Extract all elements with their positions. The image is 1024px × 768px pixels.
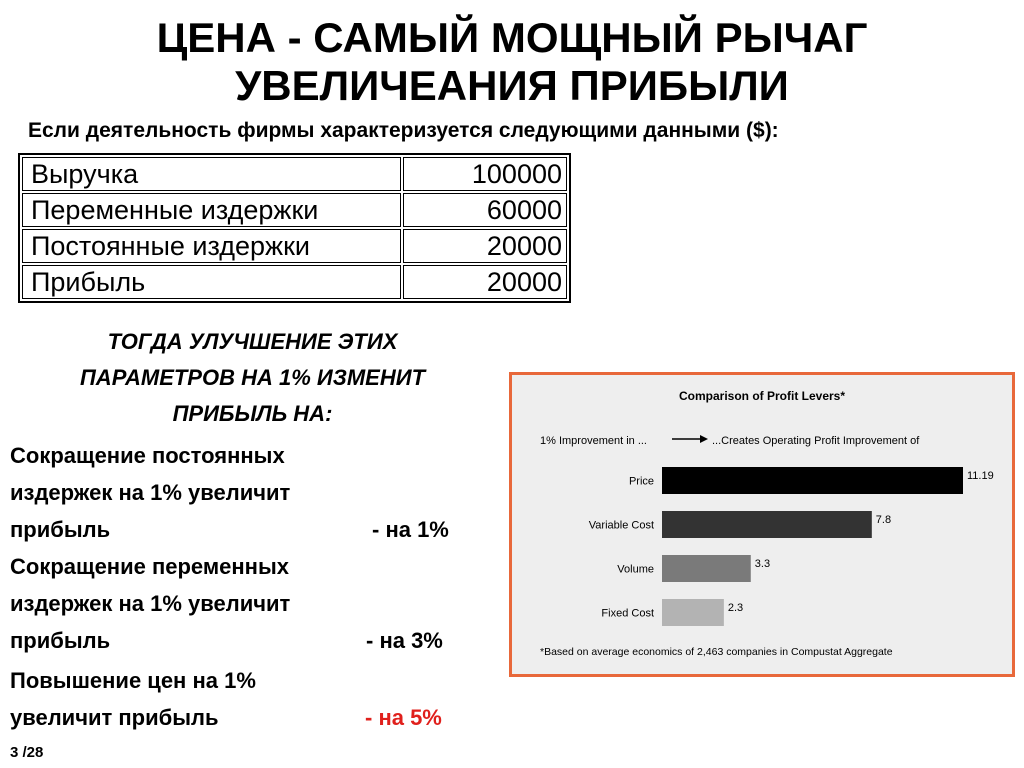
fixed-cost-item	[10, 437, 490, 548]
slide-title-line-2: УВЕЛИЧЕАНИЯ ПРИБЫЛИ	[235, 62, 789, 109]
bar-category-label: Variable Cost	[588, 519, 654, 532]
row-value: 20000	[403, 265, 567, 299]
row-label: Постоянные издержки	[22, 229, 401, 263]
table-row	[22, 265, 567, 299]
row-label: Выручка	[22, 157, 401, 191]
item-line: прибыль	[10, 517, 111, 542]
row-label: Переменные издержки	[22, 193, 401, 227]
table-row	[22, 157, 567, 191]
row-label: Прибыль	[22, 265, 401, 299]
chart-bars	[589, 467, 994, 626]
then-heading-line-3: ПРИБЫЛЬ НА:	[172, 401, 333, 426]
item-result: - на 3%	[366, 628, 443, 653]
item-line: Сокращение постоянных	[10, 443, 285, 468]
item-last-line	[10, 699, 490, 736]
chart-footnote: *Based on average economics of 2,463 companies in Compustat Aggregate	[540, 646, 893, 658]
bar-price	[662, 467, 963, 494]
row-value: 60000	[403, 193, 567, 227]
chart-title: Comparison of Profit Levers*	[678, 389, 846, 403]
slide-title-line-1: ЦЕНА - САМЫЙ МОЩНЫЙ РЫЧАГ	[156, 14, 868, 61]
item-line: издержек на 1% увеличит	[10, 480, 291, 505]
bar-fixed-cost	[662, 599, 724, 626]
bar-value-label: 11.19	[967, 470, 994, 482]
table-row	[22, 193, 567, 227]
item-last-line	[10, 622, 490, 659]
then-heading-line-1: ТОГДА УЛУЧШЕНИЕ ЭТИХ	[107, 329, 398, 354]
bar-category-label: Volume	[617, 563, 654, 576]
item-line: увеличит прибыль	[10, 705, 219, 730]
item-result: - на 1%	[372, 517, 449, 542]
row-value: 100000	[403, 157, 567, 191]
bar-value-label: 7.8	[875, 514, 892, 526]
slide-title	[0, 14, 1024, 110]
chart-svg	[512, 375, 1012, 674]
intro-text: Если деятельность фирмы характеризуется следующими данными ($):	[28, 119, 779, 142]
bar-value-label: 3.3	[754, 558, 771, 570]
financial-data-table	[18, 153, 571, 303]
arrow-icon	[672, 435, 708, 443]
bar-category-label: Fixed Cost	[601, 607, 654, 620]
then-heading-line-2: ПАРАМЕТРОВ НА 1% ИЗМЕНИТ	[79, 365, 426, 390]
item-line: издержек на 1% увеличит	[10, 591, 291, 616]
table-row	[22, 229, 567, 263]
row-value: 20000	[403, 229, 567, 263]
bar-category-label: Price	[628, 475, 654, 488]
then-heading	[10, 324, 495, 432]
profit-levers-chart	[509, 372, 1015, 677]
chart-header-left: 1% Improvement in ...	[540, 435, 647, 447]
bar-volume	[662, 555, 751, 582]
variable-cost-item	[10, 548, 490, 659]
item-line: Сокращение переменных	[10, 554, 289, 579]
bar-value-label: 2.3	[727, 602, 744, 614]
item-line: Повышение цен на 1%	[10, 668, 256, 693]
chart-header-right: ...Creates Operating Profit Improvement of	[712, 435, 920, 447]
page-number: 3 /28	[10, 744, 44, 761]
bar-variable-cost	[662, 511, 872, 538]
item-last-line	[10, 511, 490, 548]
item-line: прибыль	[10, 628, 111, 653]
price-item	[10, 662, 490, 736]
item-result-highlighted: - на 5%	[365, 705, 442, 730]
